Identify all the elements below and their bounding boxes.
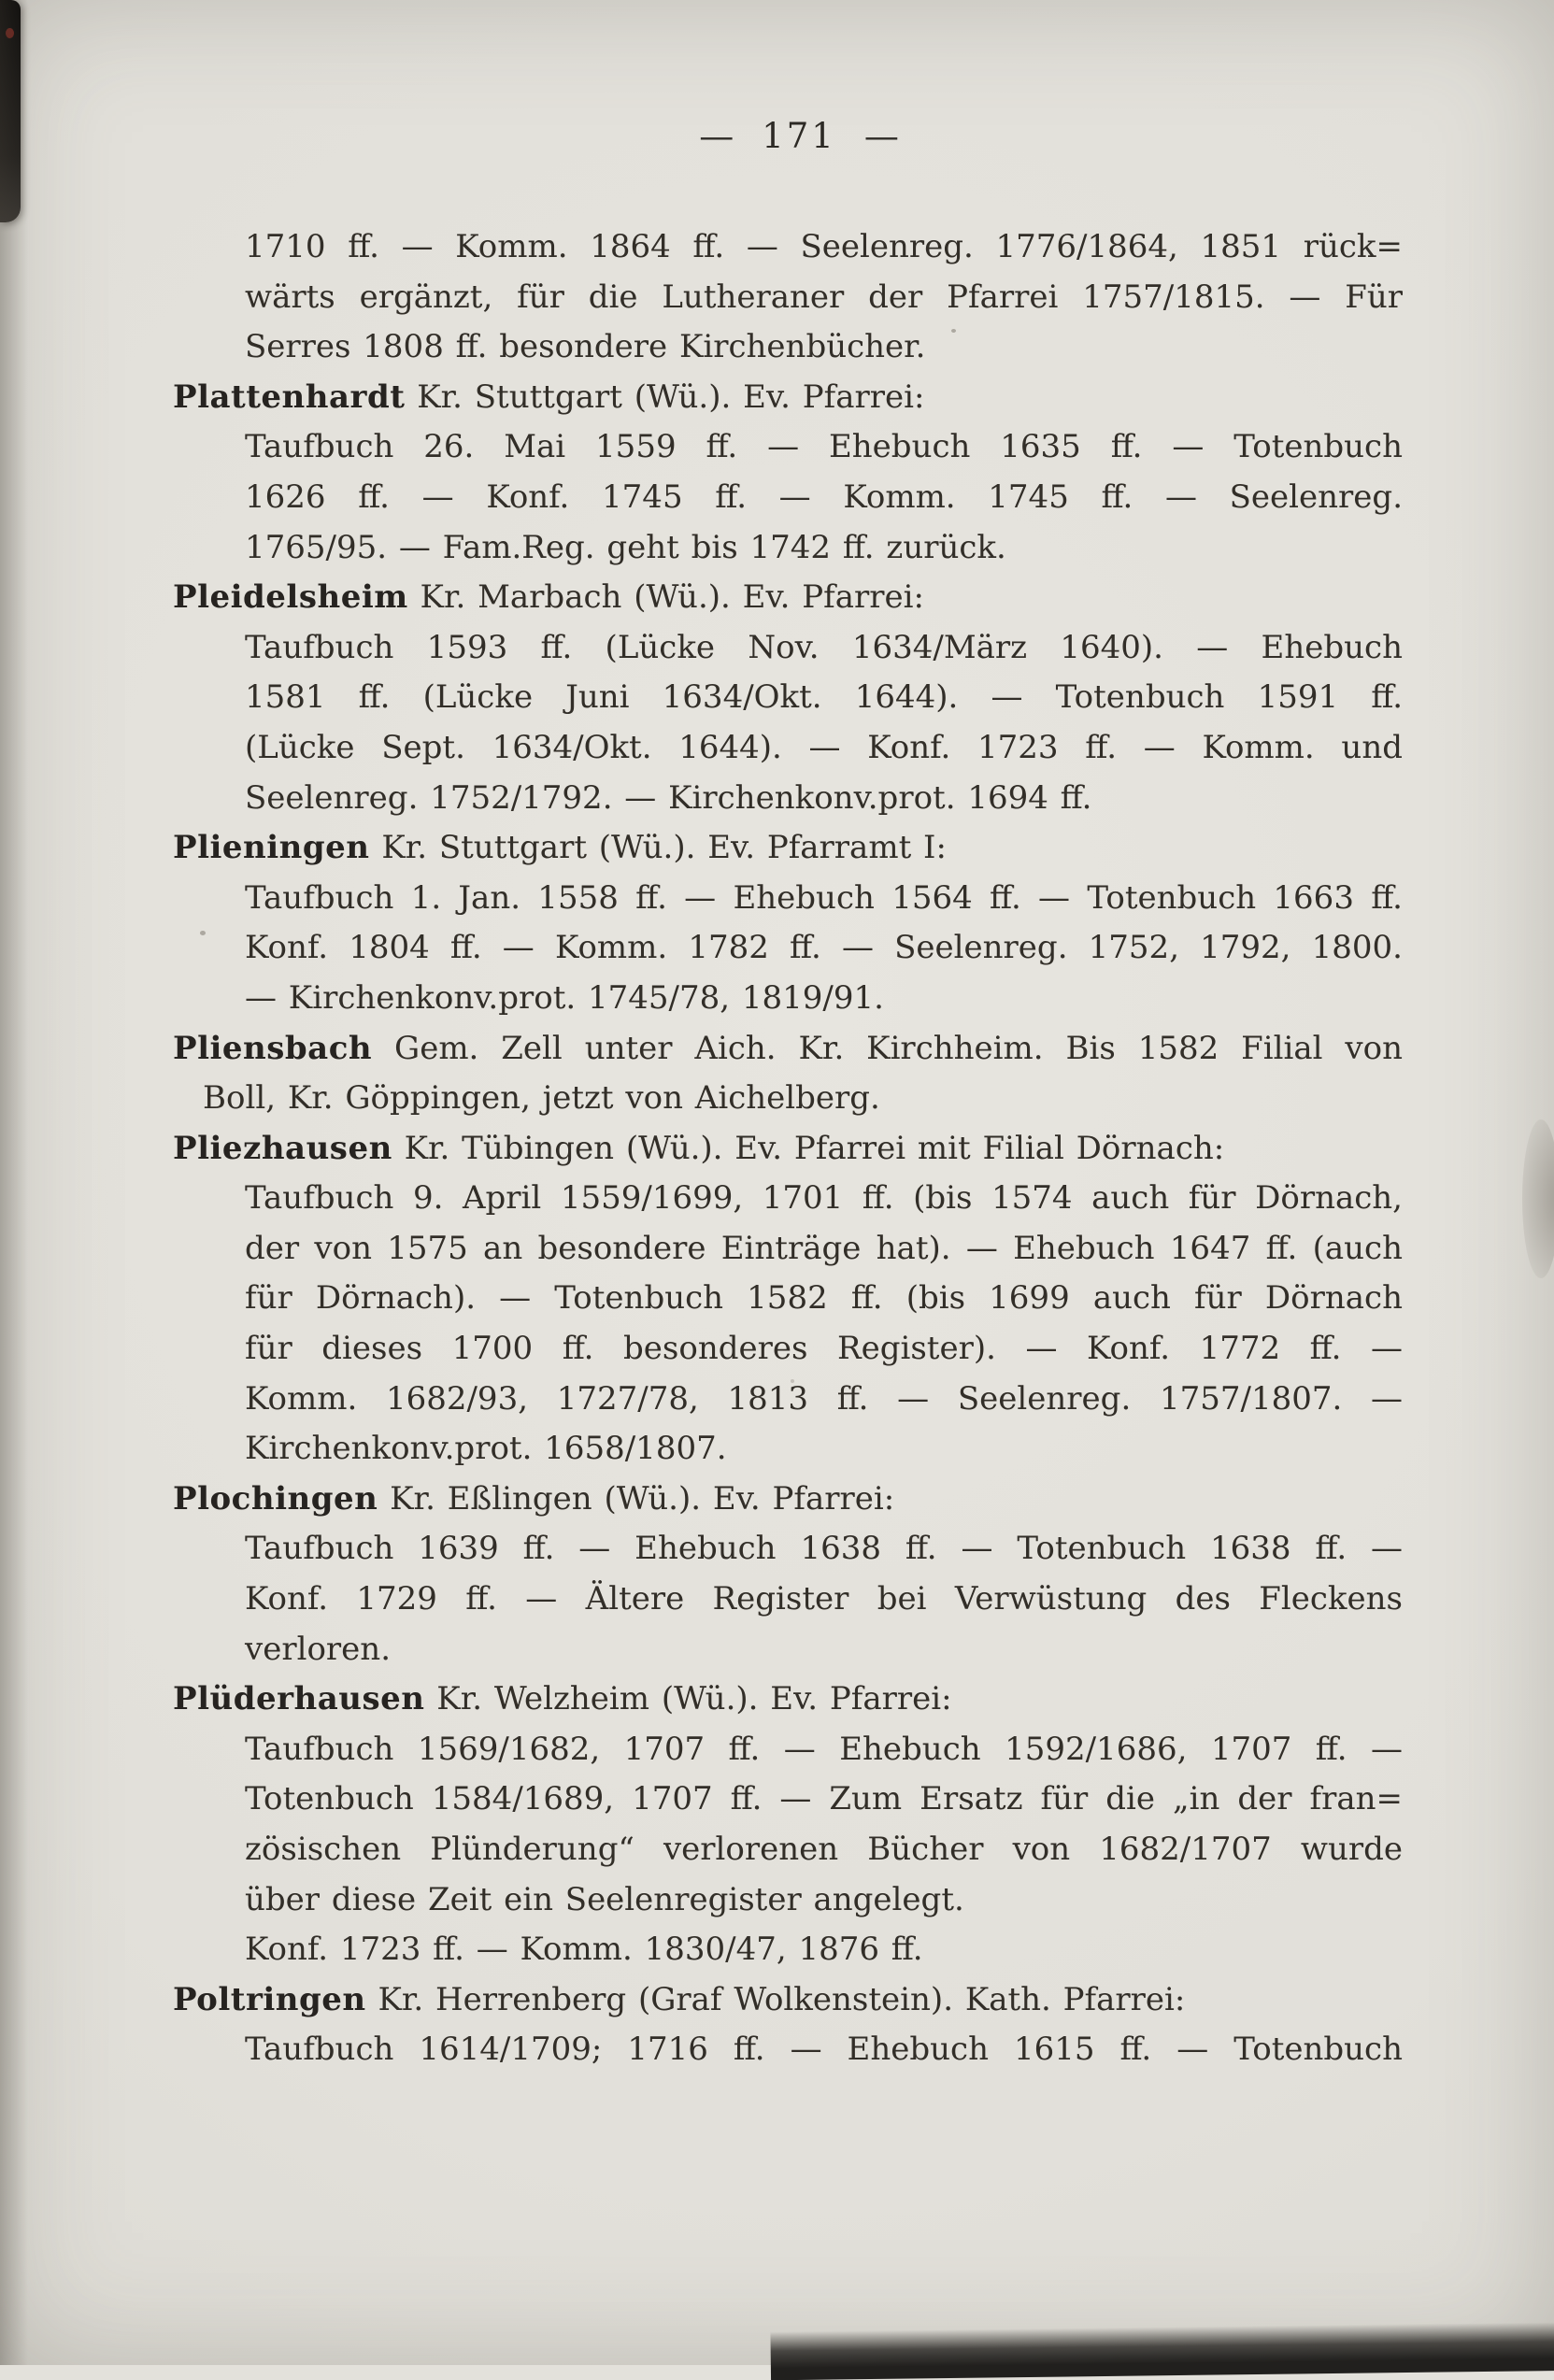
text-line: 1626 ff. — Konf. 1745 ff. — Komm. 1745 ff. — Seelenreg.	[173, 473, 1403, 523]
text-line: Konf. 1723 ff. — Komm. 1830/47, 1876 ff.	[173, 1925, 1403, 1975]
entry-head-rest: Kr. Stuttgart (Wü.). Ev. Pfarramt I:	[370, 829, 947, 866]
page-header	[612, 116, 986, 156]
entry-pliensbach	[173, 1024, 1403, 1124]
entry-headword: Plieningen	[173, 829, 370, 866]
entry-pleidelsheim	[173, 573, 1403, 823]
entry-headword: Pliezhausen	[173, 1130, 392, 1167]
entry-head	[173, 1024, 1403, 1075]
entry-pliezhausen	[173, 1124, 1403, 1475]
text-line: für dieses 1700 ff. besonderes Register). — Konf. 1772 ff. —	[173, 1324, 1403, 1375]
continuation-paragraph	[173, 222, 1403, 373]
entry-head-rest: Gem. Zell unter Aich. Kr. Kirchheim. Bis 1582 Filial von	[372, 1030, 1403, 1067]
text-line: für Dörnach). — Totenbuch 1582 ff. (bis 1699 auch für Dörnach	[173, 1274, 1403, 1324]
right-edge-smudge	[1522, 1119, 1554, 1278]
entry-head-rest: Kr. Marbach (Wü.). Ev. Pfarrei:	[408, 578, 924, 616]
text-line: Komm. 1682/93, 1727/78, 1813 ff. — Seelenreg. 1757/1807. —	[173, 1375, 1403, 1425]
entry-head-rest: Kr. Stuttgart (Wü.). Ev. Pfarrei:	[405, 378, 924, 416]
entry-head	[173, 1475, 1403, 1525]
entry-headword: Plattenhardt	[173, 378, 405, 416]
entry-head	[173, 573, 1403, 623]
text-line: zösischen Plünderung“ verlorenen Bücher von 1682/1707 wurde	[173, 1825, 1403, 1875]
text-line: Taufbuch 1639 ff. — Ehebuch 1638 ff. — Totenbuch 1638 ff. —	[173, 1524, 1403, 1575]
text-line: Taufbuch 1614/1709; 1716 ff. — Ehebuch 1615 ff. — Totenbuch	[173, 2025, 1403, 2075]
entry-plochingen	[173, 1475, 1403, 1675]
header-dash: —	[864, 116, 899, 156]
text-line: Taufbuch 9. April 1559/1699, 1701 ff. (bis 1574 auch für Dörnach,	[173, 1174, 1403, 1224]
bottom-scan-edge	[770, 2322, 1554, 2380]
entry-headword: Plüderhausen	[173, 1680, 424, 1717]
page-number: 171	[762, 116, 836, 156]
header-dash: —	[699, 116, 734, 156]
entry-head-rest: Kr. Welzheim (Wü.). Ev. Pfarrei:	[424, 1680, 951, 1717]
text-line: Seelenreg. 1752/1792. — Kirchenkonv.prot. 1694 ff.	[173, 774, 1403, 824]
entry-head	[173, 823, 1403, 874]
entry-head	[173, 1675, 1403, 1725]
entry-plattenhardt	[173, 373, 1403, 573]
entry-headword: Pliensbach	[173, 1030, 372, 1067]
text-line: 1765/95. — Fam.Reg. geht bis 1742 ff. zurück.	[173, 523, 1403, 574]
entry-pluederhausen	[173, 1675, 1403, 1975]
text-block	[173, 222, 1403, 2075]
entry-plieningen	[173, 823, 1403, 1023]
text-line: über diese Zeit ein Seelenregister angelegt.	[173, 1875, 1403, 1926]
entry-head	[173, 1975, 1403, 2026]
entry-head-rest: Kr. Herrenberg (Graf Wolkenstein). Kath. Pfarrei:	[366, 1981, 1186, 2018]
text-line: Boll, Kr. Göppingen, jetzt von Aichelberg.	[173, 1074, 1403, 1124]
text-line: Konf. 1729 ff. — Ältere Register bei Verwüstung des Fleckens	[173, 1575, 1403, 1625]
text-line: (Lücke Sept. 1634/Okt. 1644). — Konf. 1723 ff. — Komm. und	[173, 723, 1403, 774]
entry-headword: Poltringen	[173, 1981, 366, 2018]
entry-poltringen	[173, 1975, 1403, 2075]
text-line: Konf. 1804 ff. — Komm. 1782 ff. — Seelenreg. 1752, 1792, 1800.	[173, 923, 1403, 974]
text-line: Kirchenkonv.prot. 1658/1807.	[173, 1424, 1403, 1475]
text-line: wärts ergänzt, für die Lutheraner der Pfarrei 1757/1815. — Für	[173, 273, 1403, 323]
left-edge-shadow	[0, 0, 28, 2365]
text-line: — Kirchenkonv.prot. 1745/78, 1819/91.	[173, 974, 1403, 1024]
text-line: 1581 ff. (Lücke Juni 1634/Okt. 1644). — Totenbuch 1591 ff.	[173, 673, 1403, 723]
text-line: Serres 1808 ff. besondere Kirchenbücher.	[173, 322, 1403, 373]
text-line: 1710 ff. — Komm. 1864 ff. — Seelenreg. 1776/1864, 1851 rück=	[173, 222, 1403, 273]
text-line: der von 1575 an besondere Einträge hat). — Ehebuch 1647 ff. (auch	[173, 1224, 1403, 1275]
entry-head-rest: Kr. Tübingen (Wü.). Ev. Pfarrei mit Filial Dörnach:	[392, 1130, 1224, 1167]
text-line: verloren.	[173, 1625, 1403, 1675]
text-line: Taufbuch 1. Jan. 1558 ff. — Ehebuch 1564 ff. — Totenbuch 1663 ff.	[173, 874, 1403, 924]
entry-headword: Plochingen	[173, 1480, 378, 1518]
entry-headword: Pleidelsheim	[173, 578, 408, 616]
text-line: Taufbuch 26. Mai 1559 ff. — Ehebuch 1635 ff. — Totenbuch	[173, 422, 1403, 473]
entry-head	[173, 1124, 1403, 1175]
text-line: Taufbuch 1569/1682, 1707 ff. — Ehebuch 1592/1686, 1707 ff. —	[173, 1725, 1403, 1775]
text-line: Totenbuch 1584/1689, 1707 ff. — Zum Ersatz für die „in der fran=	[173, 1774, 1403, 1825]
entry-head	[173, 373, 1403, 423]
entry-head-rest: Kr. Eßlingen (Wü.). Ev. Pfarrei:	[378, 1480, 894, 1518]
text-line: Taufbuch 1593 ff. (Lücke Nov. 1634/März 1640). — Ehebuch	[173, 623, 1403, 674]
